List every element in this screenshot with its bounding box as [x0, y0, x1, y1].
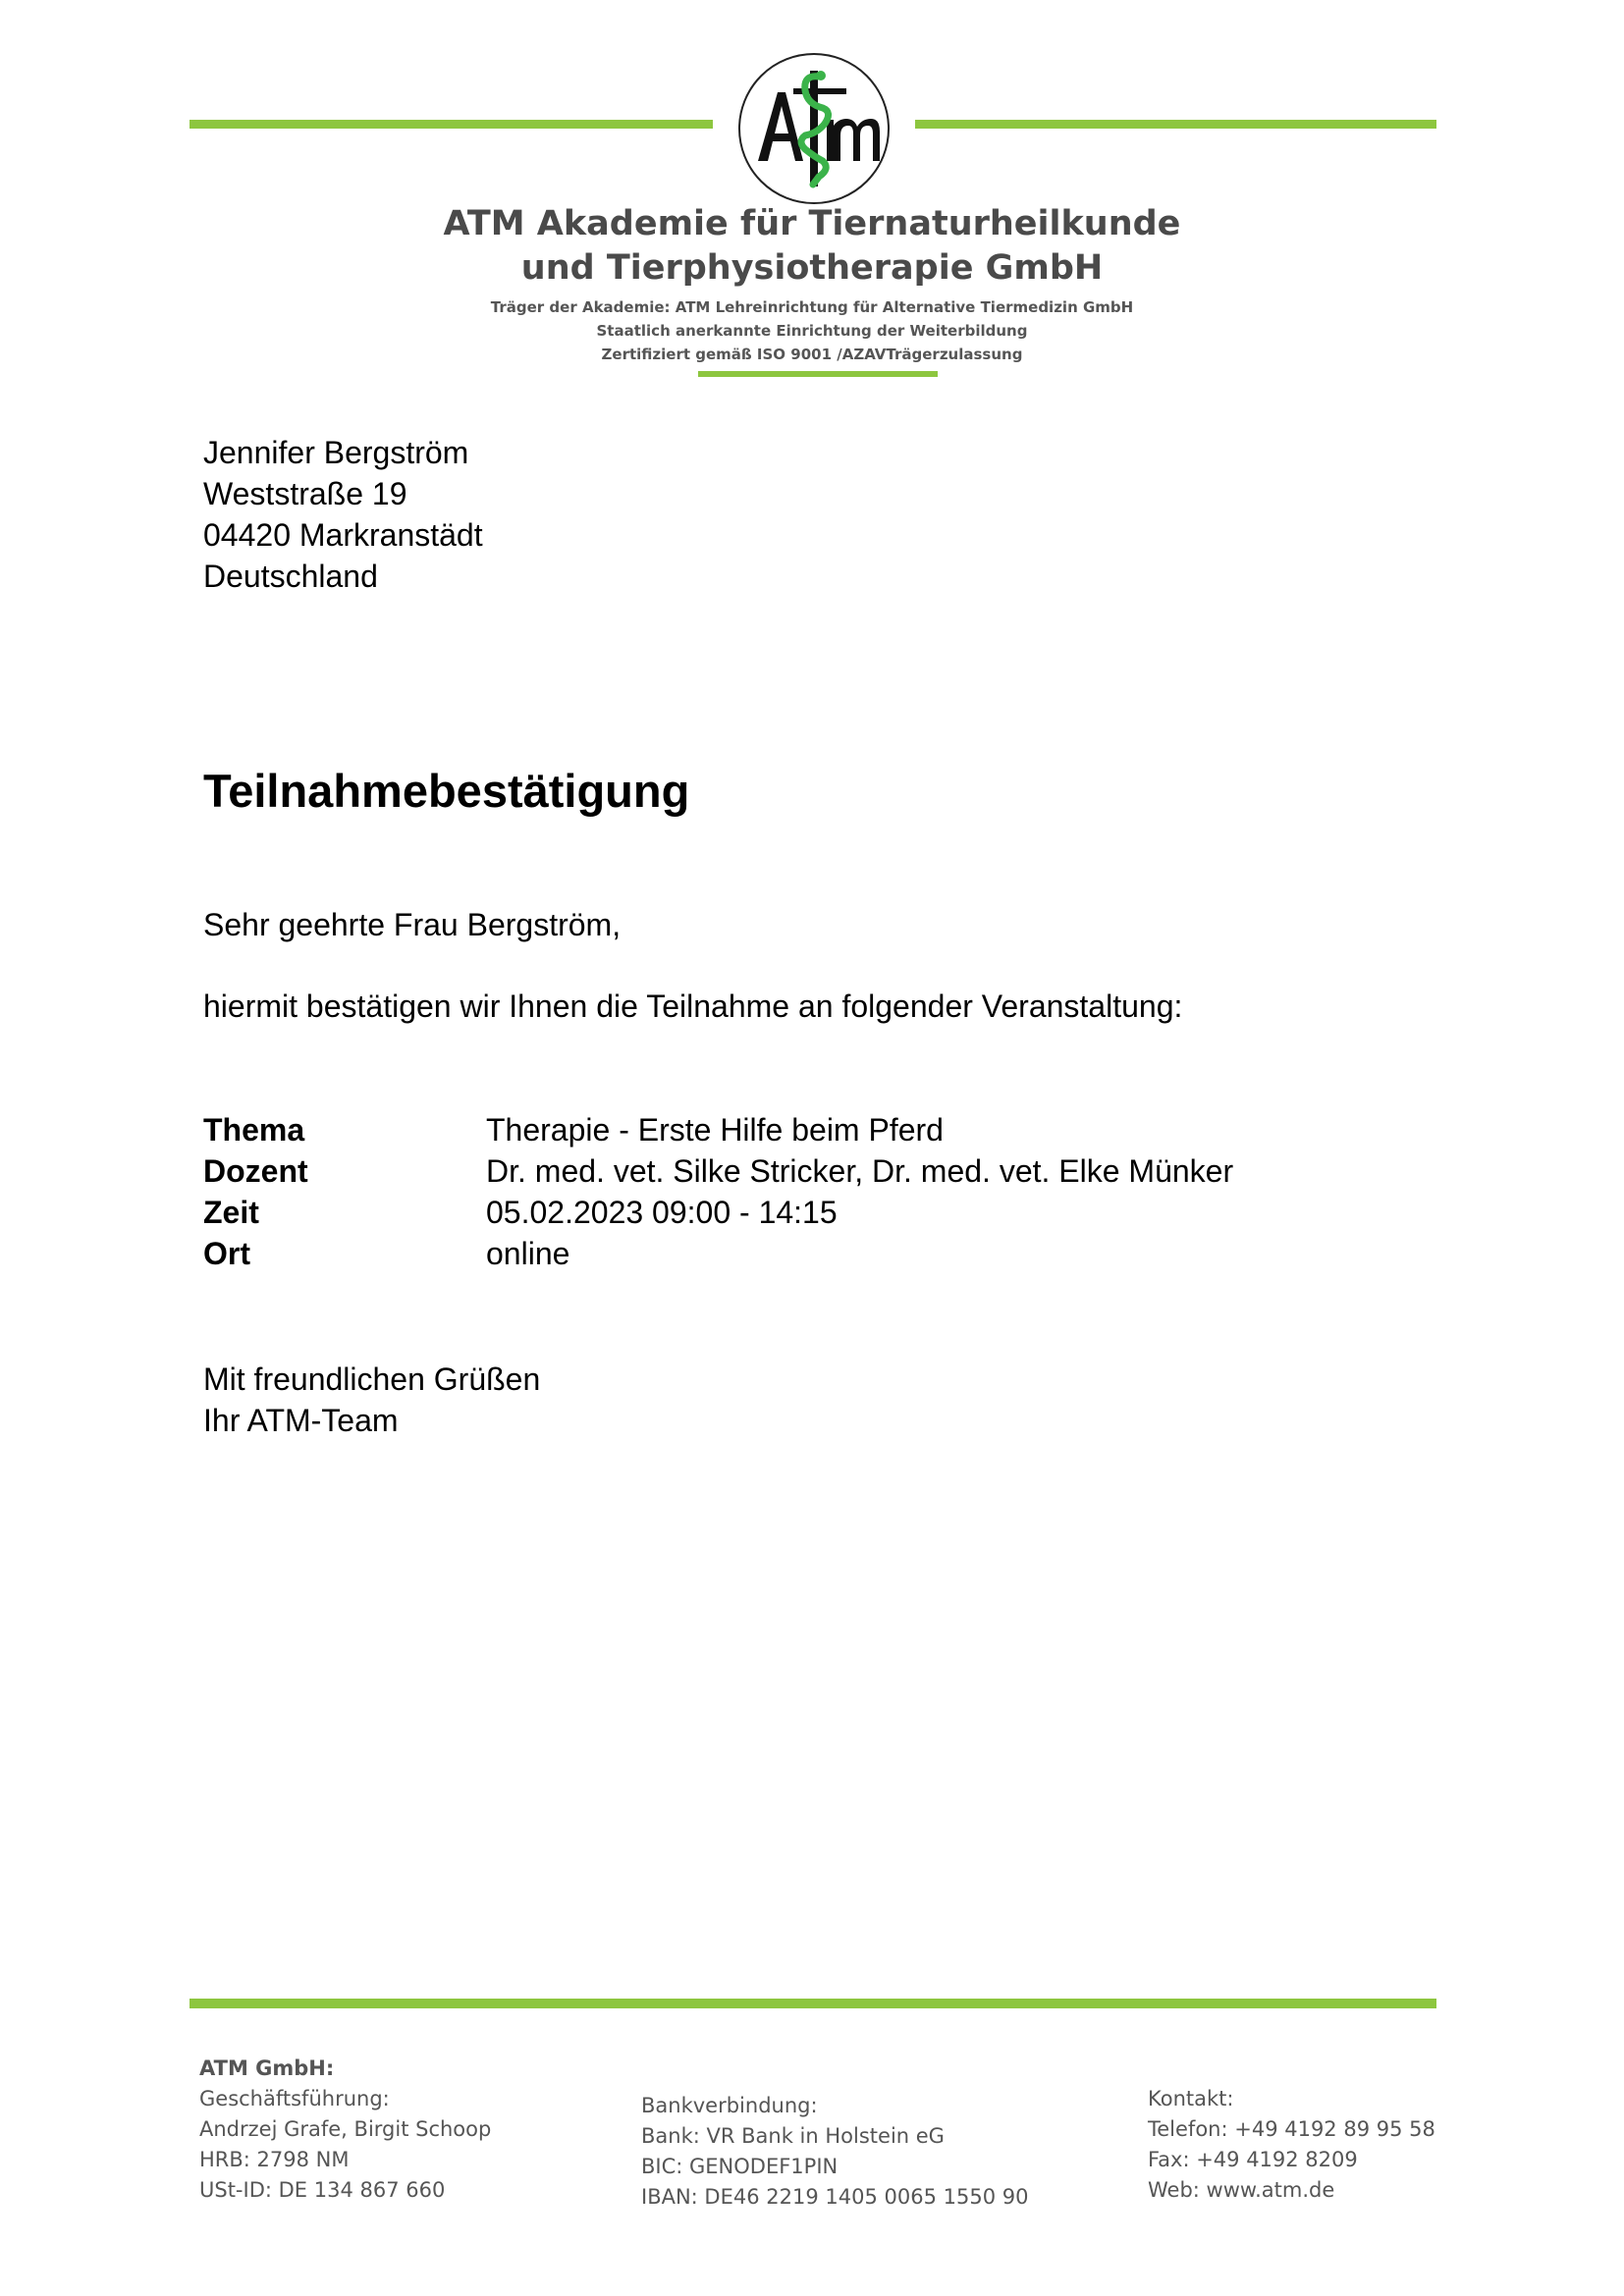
footer-line: Bankverbindung: — [641, 2094, 818, 2117]
footer-line: USt-ID: DE 134 867 660 — [199, 2178, 446, 2202]
footer-rule — [189, 1999, 1436, 2008]
address-line: Weststraße 19 — [203, 476, 407, 511]
event-details — [203, 1109, 1233, 1274]
salutation: Sehr geehrte Frau Bergström, — [203, 907, 622, 942]
closing — [203, 1359, 540, 1441]
closing-line: Mit freundlichen Grüßen — [203, 1362, 541, 1397]
footer-line: IBAN: DE46 2219 1405 0065 1550 90 — [641, 2185, 1029, 2209]
detail-label: Thema — [203, 1112, 305, 1148]
detail-label: Ort — [203, 1236, 250, 1271]
footer-bank-info — [641, 2091, 1028, 2213]
footer-line: Andrzej Grafe, Birgit Schoop — [199, 2117, 492, 2141]
footer-line: Web: www.atm.de — [1148, 2178, 1335, 2202]
footer-contact-info — [1148, 2084, 1435, 2206]
org-subline: Staatlich anerkannte Einrichtung der Weiterbildung — [596, 322, 1028, 340]
header-rule-left — [189, 120, 713, 129]
detail-value: Therapie - Erste Hilfe beim Pferd — [486, 1112, 944, 1148]
footer-line: Fax: +49 4192 8209 — [1148, 2148, 1358, 2171]
detail-label: Dozent — [203, 1153, 308, 1189]
footer-line: Bank: VR Bank in Holstein eG — [641, 2124, 945, 2148]
detail-row-zeit — [203, 1192, 1233, 1233]
document-title: Teilnahmebestätigung — [203, 765, 690, 817]
header-underline — [698, 371, 938, 377]
footer-line: HRB: 2798 NM — [199, 2148, 350, 2171]
org-subline: Zertifiziert gemäß ISO 9001 /AZAVTrägerzulassung — [601, 346, 1023, 363]
detail-value: Dr. med. vet. Silke Stricker, Dr. med. vet. Elke Münker — [486, 1153, 1234, 1189]
footer-line: Geschäftsführung: — [199, 2087, 390, 2110]
recipient-address — [203, 432, 483, 597]
detail-value: 05.02.2023 09:00 - 14:15 — [486, 1195, 838, 1230]
org-subline: Träger der Akademie: ATM Lehreinrichtung für Alternative Tiermedizin GmbH — [490, 298, 1134, 316]
address-line: 04420 Markranstädt — [203, 517, 483, 553]
org-name-line-1: ATM Akademie für Tiernaturheilkunde — [443, 204, 1181, 243]
atm-logo — [736, 51, 892, 206]
footer-line: BIC: GENODEF1PIN — [641, 2155, 839, 2178]
detail-row-ort — [203, 1233, 1233, 1274]
footer-heading: ATM GmbH: — [199, 2056, 335, 2080]
footer-line: Kontakt: — [1148, 2087, 1234, 2110]
address-line: Jennifer Bergström — [203, 435, 469, 470]
footer-line: Telefon: +49 4192 89 95 58 — [1148, 2117, 1435, 2141]
detail-row-thema — [203, 1109, 1233, 1150]
closing-signature: Ihr ATM-Team — [203, 1403, 399, 1438]
address-line: Deutschland — [203, 559, 378, 594]
detail-row-dozent — [203, 1150, 1233, 1192]
footer-company-info — [199, 2054, 491, 2206]
org-name-line-2: und Tierphysiotherapie GmbH — [520, 248, 1104, 288]
intro-text: hiermit bestätigen wir Ihnen die Teilnahme an folgender Veranstaltung: — [203, 988, 1183, 1024]
header-rule-right — [915, 120, 1436, 129]
detail-value: online — [486, 1236, 570, 1271]
detail-label: Zeit — [203, 1195, 259, 1230]
